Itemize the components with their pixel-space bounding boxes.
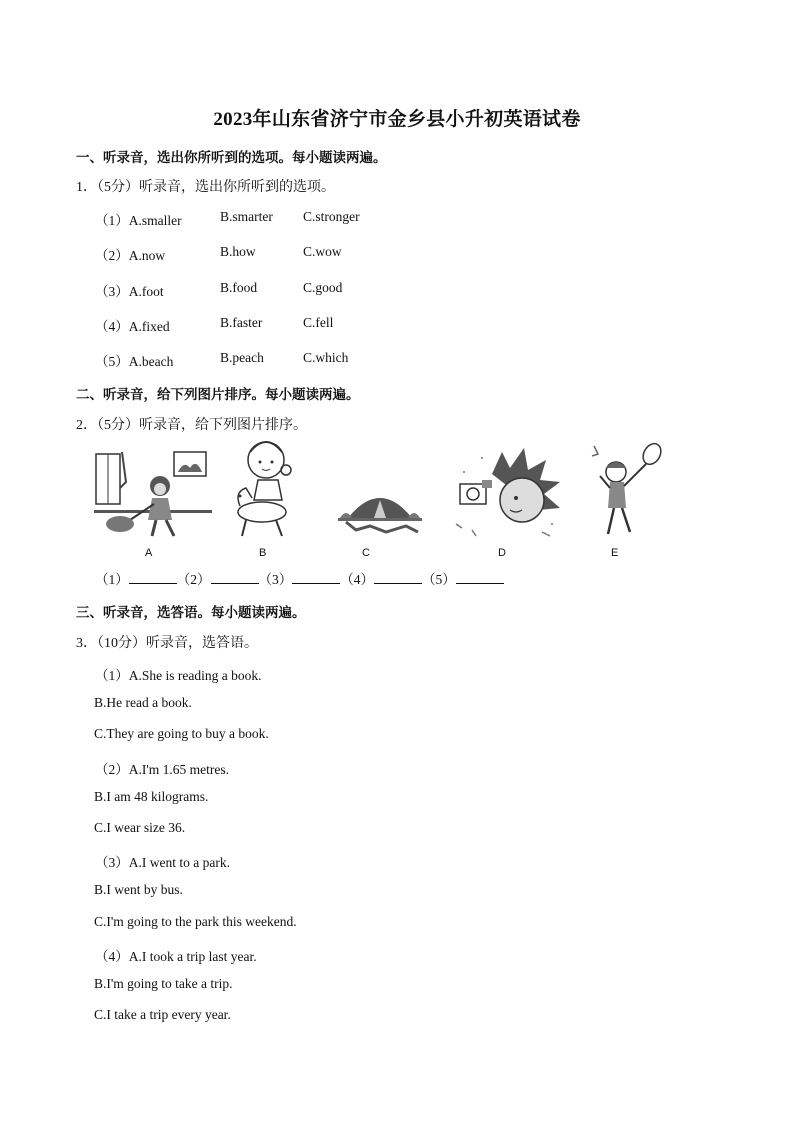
q1-item-2-a: （2）A.now: [95, 248, 166, 263]
tent-camping-icon: [338, 478, 422, 534]
q2-blank-5-label: （5）: [422, 572, 456, 587]
exam-title: 2023年山东省济宁市金乡县小升初英语试卷: [213, 109, 581, 130]
q1-item-3-a: （3）A.foot: [95, 284, 164, 299]
q2-blank-4-label: （4）: [340, 572, 374, 587]
q1-item-5-b: B.peach: [220, 350, 264, 365]
q3-item-1-c: C.They are going to buy a book.: [94, 726, 269, 741]
q3-item-3-c: C.I'm going to the park this weekend.: [94, 914, 297, 929]
section-3-heading: 三、听录音，选答语。每小题读两遍。: [76, 605, 306, 620]
q2-blank-2-label: （2）: [176, 572, 211, 587]
q3-item-3-a: （3）A.I went to a park.: [95, 855, 230, 870]
picture-label-b: B: [259, 547, 267, 559]
q1-item-3-b: B.food: [220, 280, 258, 295]
boy-playing-badminton-icon: [588, 440, 666, 542]
q1-item-1-b: B.smarter: [220, 209, 273, 224]
q3-item-4-b: B.I'm going to take a trip.: [94, 976, 233, 991]
q1-item-4-c: C.fell: [303, 315, 334, 330]
q3-item-2-a: （2）A.I'm 1.65 metres.: [95, 762, 230, 777]
q2-blank-2[interactable]: [211, 571, 259, 584]
q1-item-1-a: （1）A.smaller: [95, 213, 182, 228]
q3-item-4-c: C.I take a trip every year.: [94, 1007, 231, 1022]
q1-item-5-c: C.which: [303, 350, 349, 365]
q1-item-3-c: C.good: [303, 280, 343, 295]
q1-item-4-b: B.faster: [220, 315, 263, 330]
q3-item-1-b: B.He read a book.: [94, 695, 192, 710]
q1-item-2-c: C.wow: [303, 244, 342, 259]
section-1-heading: 一、听录音，选出你所听到的选项。每小题读两遍。: [76, 150, 387, 165]
q3-item-1-a: （1）A.She is reading a book.: [95, 668, 262, 683]
girl-vacuuming-icon: [94, 448, 212, 540]
q3-item-2-b: B.I am 48 kilograms.: [94, 789, 209, 804]
picture-label-a: A: [145, 547, 153, 559]
boy-with-camera-icon: [452, 444, 566, 542]
q1-item-4-a: （4）A.fixed: [95, 319, 170, 334]
q2-blank-1-label: （1）: [95, 572, 129, 587]
q1-item-5-a: （5）A.beach: [95, 354, 174, 369]
q3-item-3-b: B.I went by bus.: [94, 882, 183, 897]
section-2-heading: 二、听录音，给下列图片排序。每小题读两遍。: [76, 387, 360, 402]
q1-item-2-b: B.how: [220, 244, 256, 259]
q3-item-2-c: C.I wear size 36.: [94, 820, 186, 835]
question-1: 1．（5分）听录音，选出你所听到的选项。: [76, 180, 335, 195]
q2-blank-3[interactable]: [292, 571, 340, 584]
q1-item-1-c: C.stronger: [303, 209, 360, 224]
q2-blank-4[interactable]: [374, 571, 422, 584]
question-3: 3．（10分）听录音，选答语。: [76, 636, 258, 651]
q2-blank-1[interactable]: [129, 571, 177, 584]
question-2: 2．（5分）听录音，给下列图片排序。: [76, 418, 307, 433]
q3-item-4-a: （4）A.I took a trip last year.: [95, 949, 257, 964]
q2-answer-blanks: [95, 568, 504, 588]
girl-riding-toy-horse-icon: [228, 436, 300, 542]
picture-label-c: C: [362, 547, 370, 559]
q2-blank-5[interactable]: [456, 571, 504, 584]
q2-blank-3-label: （3）: [258, 572, 293, 587]
picture-label-d: D: [498, 547, 506, 559]
picture-label-e: E: [611, 547, 619, 559]
